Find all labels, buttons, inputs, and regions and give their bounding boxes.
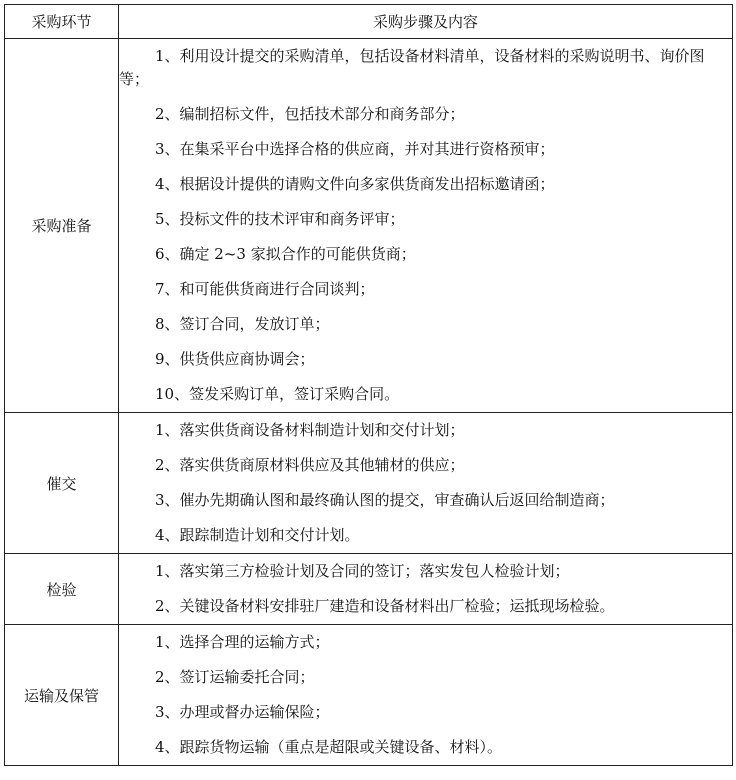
- table-row: [5, 554, 733, 625]
- step-item: 2、落实供货商原材料供应及其他辅材的供应；: [155, 456, 465, 474]
- header-steps: 采购步骤及内容: [119, 5, 733, 39]
- step-item: 2、编制招标文件，包括技术部分和商务部分；: [155, 105, 465, 123]
- procurement-table: [4, 4, 733, 766]
- step-item: 4、跟踪货物运输（重点是超限或关键设备、材料）。: [155, 738, 503, 756]
- step-item: 8、签订合同，发放订单；: [155, 315, 330, 333]
- steps-cell: [119, 413, 733, 554]
- table-row: [5, 39, 733, 413]
- step-item: 1、选择合理的运输方式；: [155, 633, 330, 651]
- table-row: [5, 625, 733, 766]
- step-item: 2、签订运输委托合同；: [155, 668, 315, 686]
- step-item: 4、根据设计提供的请购文件向多家供货商发出招标邀请函；: [155, 175, 555, 193]
- step-item: 1、落实第三方检验计划及合同的签订；落实发包人检验计划；: [155, 562, 570, 580]
- step-item: 3、在集采平台中选择合格的供应商，并对其进行资格预审；: [155, 140, 555, 158]
- table-row: [5, 413, 733, 554]
- step-item: 7、和可能供货商进行合同谈判；: [155, 280, 375, 298]
- step-item: 3、办理或督办运输保险；: [155, 703, 330, 721]
- step-item: 2、关键设备材料安排驻厂建造和设备材料出厂检验；运抵现场检验。: [155, 597, 615, 615]
- step-item: 4、跟踪制造计划和交付计划。: [155, 526, 360, 544]
- stage-cell: 检验: [5, 554, 119, 625]
- step-item: 9、供货供应商协调会；: [155, 350, 315, 368]
- step-item: 3、催办先期确认图和最终确认图的提交，审查确认后返回给制造商；: [155, 491, 615, 509]
- steps-cell: [119, 625, 733, 766]
- step-item: 5、投标文件的技术评审和商务评审；: [155, 210, 405, 228]
- header-row: [5, 5, 733, 39]
- step-item: 1、落实供货商设备材料制造计划和交付计划；: [155, 421, 465, 439]
- stage-cell: 运输及保管: [5, 625, 119, 766]
- header-stage: 采购环节: [5, 5, 119, 39]
- step-item: 1、利用设计提交的采购清单，包括设备材料清单，设备材料的采购说明书、询价图等；: [119, 47, 705, 88]
- steps-cell: [119, 554, 733, 625]
- stage-cell: 采购准备: [5, 39, 119, 413]
- step-item: 10、签发采购订单，签订采购合同。: [155, 385, 400, 403]
- steps-cell: [119, 39, 733, 413]
- step-item: 6、确定 2~3 家拟合作的可能供货商；: [155, 245, 416, 263]
- stage-cell: 催交: [5, 413, 119, 554]
